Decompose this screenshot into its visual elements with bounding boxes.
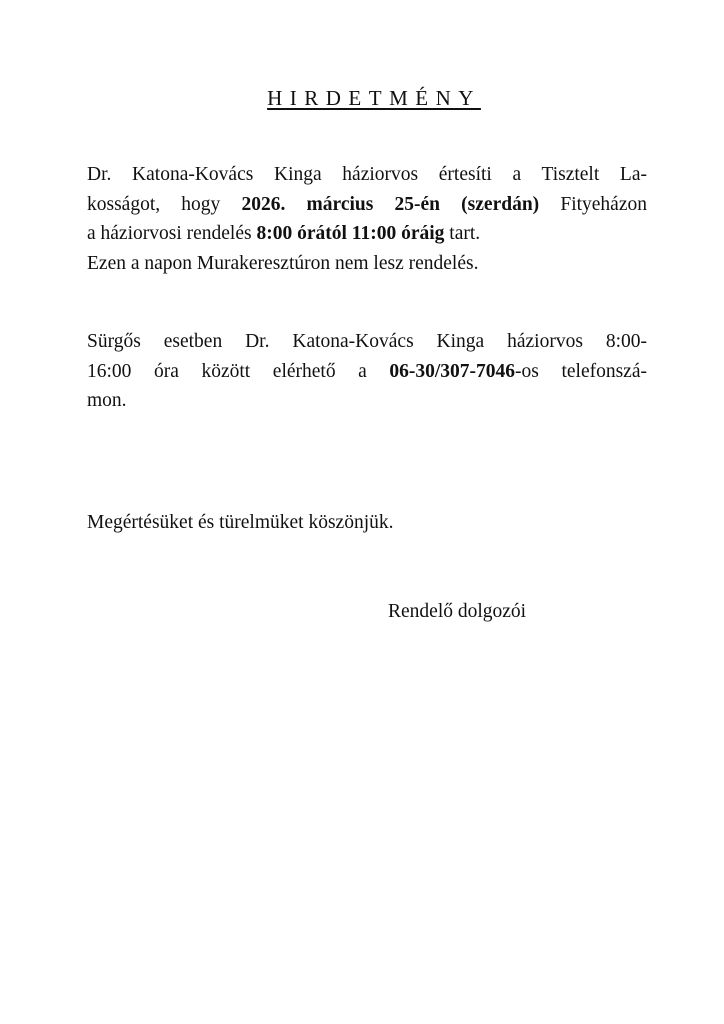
paragraph-line: Ezen a napon Murakeresztúron nem lesz rendelés. bbox=[87, 252, 479, 274]
paragraph-line bbox=[87, 190, 647, 220]
paragraph-line: Dr. Katona-Kovács Kinga háziorvos értesíti a Tisztelt La- bbox=[87, 164, 647, 185]
text-span: a háziorvosi rendelés bbox=[87, 223, 257, 244]
date-highlight: 2026. március 25-én (szerdán) bbox=[241, 193, 540, 215]
page-title: HIRDETMÉNY bbox=[267, 86, 481, 110]
paragraph-line: mon. bbox=[87, 390, 127, 411]
text-span: Fityeházon bbox=[539, 193, 647, 215]
paragraph-line bbox=[87, 357, 647, 387]
hours-highlight: 8:00 órától 11:00 óráig bbox=[256, 223, 445, 244]
closing-text: Megértésüket és türelmüket köszönjük. bbox=[87, 512, 394, 533]
announcement-paragraph bbox=[87, 160, 647, 278]
paragraph-line bbox=[87, 219, 647, 249]
signature: Rendelő dolgozói bbox=[388, 601, 527, 622]
emergency-paragraph bbox=[87, 327, 647, 416]
text-span: kosságot, hogy bbox=[87, 193, 242, 215]
paragraph-line: Sürgős esetben Dr. Katona-Kovács Kinga háziorvos 8:00- bbox=[87, 331, 647, 352]
text-span: 16:00 óra között elérhető a bbox=[87, 360, 390, 382]
text-span: tart. bbox=[444, 223, 481, 244]
phone-number: 06-30/307-7046 bbox=[389, 360, 516, 382]
text-span: -os telefonszá- bbox=[515, 360, 647, 382]
